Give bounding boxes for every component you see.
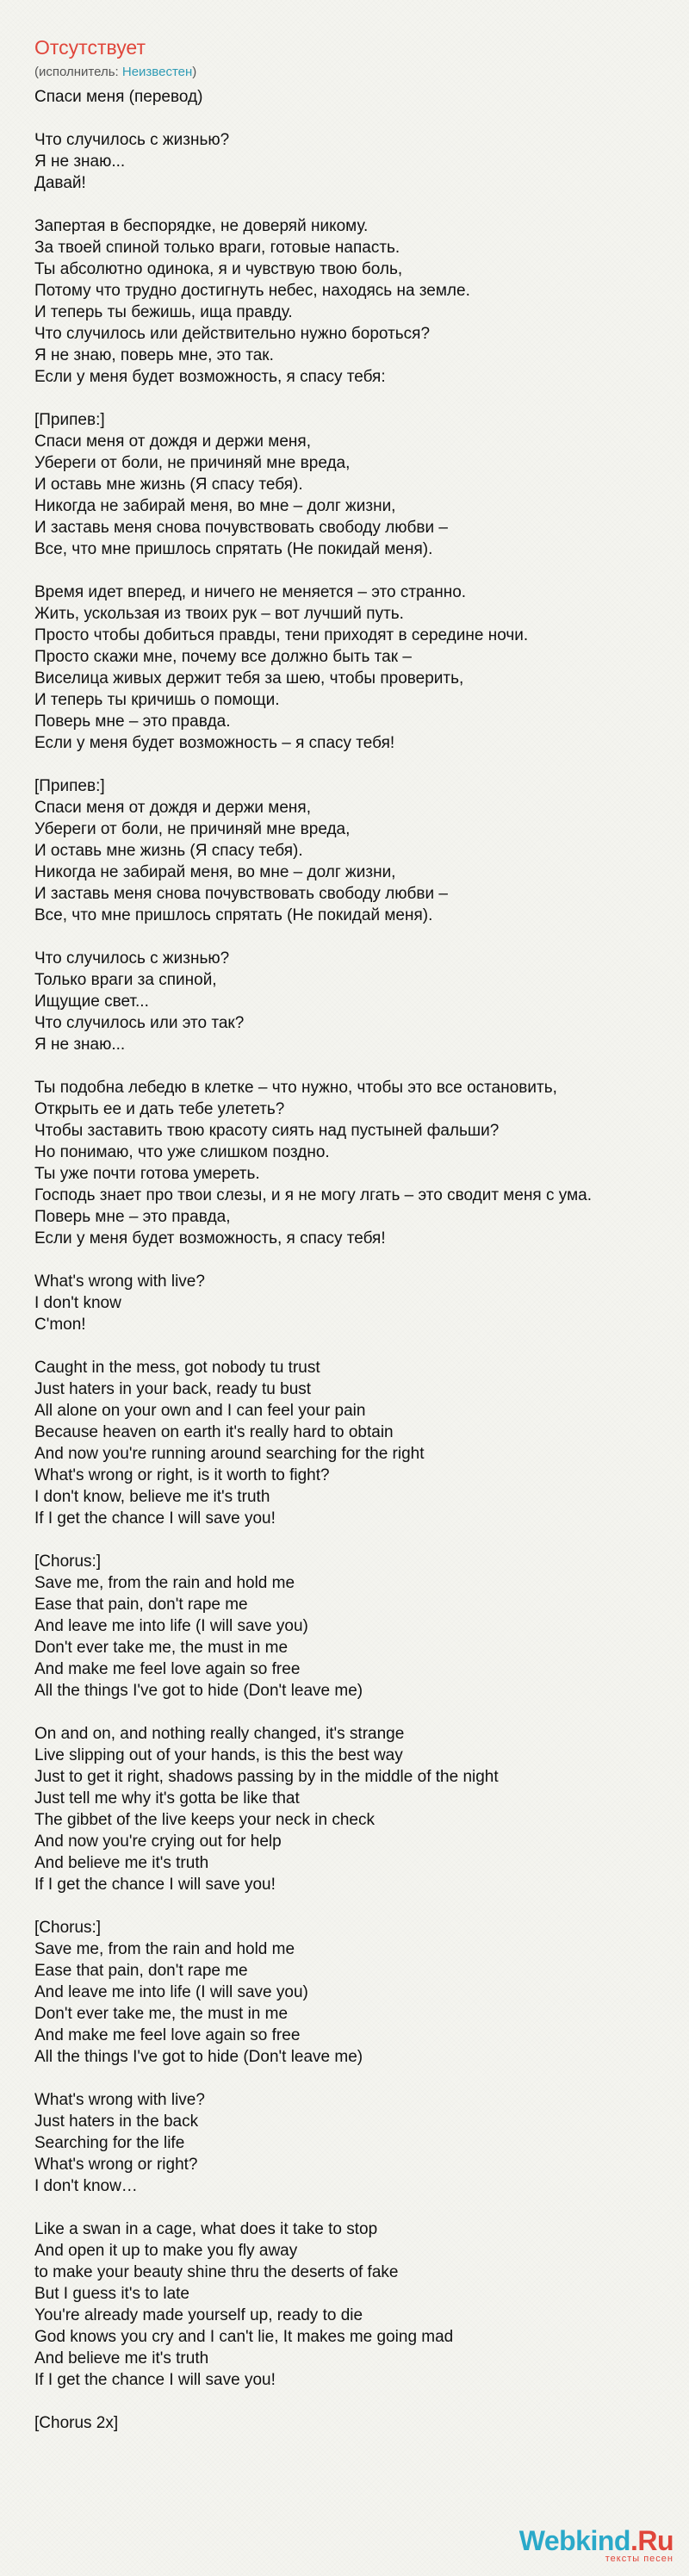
lyrics-line: I don't know, believe me it's truth [34, 1488, 270, 1506]
lyrics-line: Спаси меня от дождя и держи меня, [34, 799, 311, 817]
lyrics-stanza [34, 582, 672, 754]
song-title: Спаси меня (перевод) [34, 88, 203, 106]
lyrics-line: And make me feel love again so free [34, 2026, 301, 2044]
lyrics-line: Ты абсолютно одинока, я и чувствую твою боль, [34, 260, 403, 278]
lyrics-line: If I get the chance I will save you! [34, 1876, 276, 1894]
lyrics-line: Save me, from the rain and hold me [34, 1574, 295, 1592]
lyrics-stanza [34, 2218, 672, 2391]
lyrics-line: Убереги от боли, не причиняй мне вреда, [34, 454, 351, 472]
lyrics-line: Поверь мне – это правда, [34, 1208, 231, 1226]
lyrics-line: Just to get it right, shadows passing by in the middle of the night [34, 1768, 499, 1786]
song-title-block [34, 86, 672, 108]
lyrics-line: I don't know… [34, 2177, 138, 2195]
lyrics-line: Если у меня будет возможность, я спасу тебя! [34, 1229, 386, 1248]
lyrics-line: Just haters in the back [34, 2112, 199, 2131]
lyrics-line: Don't ever take me, the must in me [34, 1639, 289, 1657]
lyrics-line: The gibbet of the live keeps your neck in check [34, 1811, 376, 1829]
lyrics-line: But I guess it's to late [34, 2285, 189, 2303]
lyrics-line: All alone on your own and I can feel your pain [34, 1402, 366, 1420]
lyrics-line: Никогда не забирай меня, во мне – долг жизни, [34, 497, 396, 515]
lyrics-line: Поверь мне – это правда. [34, 712, 231, 731]
lyrics-line: Все, что мне пришлось спрятать (Не покидай меня). [34, 540, 433, 558]
lyrics-line: Что случилось или это так? [34, 1014, 245, 1032]
logo-tagline: тексты песен [605, 2554, 673, 2564]
lyrics-line: What's wrong or right, is it worth to fight? [34, 1466, 330, 1484]
lyrics-line: Just tell me why it's gotta be like that [34, 1789, 300, 1808]
artist-link[interactable]: Неизвестен [121, 65, 193, 79]
lyrics-stanza [34, 215, 672, 388]
logo-wordmark [519, 2526, 673, 2555]
lyrics-line: And believe me it's truth [34, 1854, 209, 1872]
lyrics-line: Чтобы заставить твою красоту сиять над пустыней фальши? [34, 1122, 500, 1140]
lyrics-line: Я не знаю... [34, 152, 126, 171]
lyrics-line: Что случилось с жизнью? [34, 949, 230, 968]
lyrics-stanza [34, 1271, 672, 1335]
lyrics-line: [Chorus 2x] [34, 2414, 119, 2432]
lyrics-line: Но понимаю, что уже слишком поздно. [34, 1143, 330, 1161]
logo-brand: Webkind [518, 2525, 630, 2556]
lyrics-stanza [34, 409, 672, 560]
lyrics-line: C'mon! [34, 1316, 86, 1334]
lyrics-stanza [34, 1917, 672, 2068]
lyrics-line: And leave me into life (I will save you) [34, 1983, 308, 2001]
lyrics-line: Ты подобна лебедю в клетке – что нужно, чтобы это все остановить, [34, 1079, 557, 1097]
lyrics-line: Searching for the life [34, 2134, 185, 2152]
lyrics-line: Ease that pain, don't rape me [34, 1962, 248, 1980]
lyrics-stanza [34, 1357, 672, 1529]
lyrics-line: Just haters in your back, ready tu bust [34, 1380, 312, 1398]
page-title: Отсутствует [34, 36, 146, 59]
lyrics-line: What's wrong or right? [34, 2156, 198, 2174]
lyrics-line: Господь знает про твои слезы, и я не могу лгать – это сводит меня с ума. [34, 1186, 592, 1204]
lyrics-stanza [34, 2412, 672, 2434]
lyrics-line: И заставь меня снова почувствовать свободу любви – [34, 519, 448, 537]
lyrics-line: И оставь мне жизнь (Я спасу тебя). [34, 842, 303, 860]
lyrics-line: If I get the chance I will save you! [34, 2371, 276, 2389]
lyrics-line: Like a swan in a cage, what does it take to stop [34, 2220, 378, 2238]
lyrics-line: And now you're crying out for help [34, 1832, 282, 1851]
site-logo[interactable] [519, 2526, 673, 2564]
lyrics-line: Только враги за спиной, [34, 971, 217, 989]
lyrics-line: [Припев:] [34, 777, 105, 795]
lyrics-line: to make your beauty shine thru the deserts of fake [34, 2263, 399, 2281]
lyrics-line: I don't know [34, 1294, 121, 1312]
lyrics-line: За твоей спиной только враги, готовые напасть. [34, 239, 400, 257]
lyrics-line: Если у меня будет возможность, я спасу тебя: [34, 368, 386, 386]
lyrics-stanza [34, 948, 672, 1055]
lyrics-line: Caught in the mess, got nobody tu trust [34, 1359, 320, 1377]
lyrics-stanza [34, 129, 672, 194]
lyrics-line: All the things I've got to hide (Don't leave me) [34, 2048, 363, 2066]
lyrics-line: Ты уже почти готова умереть. [34, 1165, 260, 1183]
lyrics-line: Live slipping out of your hands, is this the best way [34, 1746, 403, 1764]
lyrics-line: Because heaven on earth it's really hard to obtain [34, 1423, 394, 1441]
lyrics-stanza [34, 2089, 672, 2197]
lyrics-line: Я не знаю, поверь мне, это так. [34, 346, 274, 364]
lyrics-line: И теперь ты бежишь, ища правду. [34, 303, 293, 321]
lyrics-line: Запертая в беспорядке, не доверяй никому. [34, 217, 369, 235]
lyrics-line: Убереги от боли, не причиняй мне вреда, [34, 820, 351, 838]
lyrics-line: Что случилось или действительно нужно бороться? [34, 325, 431, 343]
lyrics-line: You're already made yourself up, ready to die [34, 2306, 363, 2324]
lyrics-line: И оставь мне жизнь (Я спасу тебя). [34, 476, 303, 494]
lyrics-line: Потому что трудно достигнуть небес, находясь на земле. [34, 282, 470, 300]
lyrics-line: [Припев:] [34, 411, 105, 429]
lyrics-line: If I get the chance I will save you! [34, 1509, 276, 1528]
lyrics-line: And open it up to make you fly away [34, 2242, 298, 2260]
artist-suffix: ) [192, 65, 197, 79]
lyrics-line: All the things I've got to hide (Don't leave me) [34, 1682, 363, 1700]
lyrics-line: What's wrong with live? [34, 2091, 205, 2109]
lyrics-line: And leave me into life (I will save you) [34, 1617, 308, 1635]
logo-tld: .Ru [630, 2525, 673, 2556]
lyrics-line: Все, что мне пришлось спрятать (Не покидай меня). [34, 906, 433, 924]
lyrics-line: And make me feel love again so free [34, 1660, 301, 1678]
lyrics-line: On and on, and nothing really changed, it's strange [34, 1725, 405, 1743]
lyrics-line: И теперь ты кричишь о помощи. [34, 691, 280, 709]
lyrics-line: Жить, ускользая из твоих рук – вот лучший путь. [34, 605, 404, 623]
lyrics-line: Я не знаю... [34, 1036, 126, 1054]
lyrics-line: And believe me it's truth [34, 2349, 209, 2368]
lyrics-line: Don't ever take me, the must in me [34, 2005, 289, 2023]
lyrics-line: [Chorus:] [34, 1552, 102, 1571]
lyrics-line: Save me, from the rain and hold me [34, 1940, 295, 1958]
lyrics-line: Открыть ее и дать тебе улететь? [34, 1100, 285, 1118]
lyrics-line: Если у меня будет возможность – я спасу тебя! [34, 734, 395, 752]
lyrics-line: God knows you cry and I can't lie, It makes me going mad [34, 2328, 454, 2346]
lyrics-line: Просто скажи мне, почему все должно быть так – [34, 648, 412, 666]
lyrics-line: [Chorus:] [34, 1919, 102, 1937]
lyrics-line: И заставь меня снова почувствовать свободу любви – [34, 885, 448, 903]
artist-line [34, 64, 196, 81]
lyrics-stanza [34, 1077, 672, 1249]
lyrics-line: Ищущие свет... [34, 992, 149, 1011]
page-header [34, 34, 196, 81]
lyrics-line: And now you're running around searching for the right [34, 1445, 425, 1463]
lyrics-stanza [34, 775, 672, 926]
lyrics-stanza [34, 1723, 672, 1895]
lyrics-line: Спаси меня от дождя и держи меня, [34, 432, 311, 451]
lyrics-line: Давай! [34, 174, 86, 192]
artist-prefix: (исполнитель: [34, 65, 122, 79]
lyrics-line: Время идет вперед, и ничего не меняется – это странно. [34, 583, 467, 601]
lyrics-line: Просто чтобы добиться правды, тени приходят в середине ночи. [34, 626, 529, 644]
lyrics-stanza [34, 1551, 672, 1702]
lyrics-line: What's wrong with live? [34, 1272, 205, 1291]
lyrics-line: Никогда не забирай меня, во мне – долг жизни, [34, 863, 396, 881]
lyrics-line: Что случилось с жизнью? [34, 131, 230, 149]
lyrics-line: Ease that pain, don't rape me [34, 1596, 248, 1614]
lyrics-body [34, 86, 672, 2455]
lyrics-line: Виселица живых держит тебя за шею, чтобы проверить, [34, 669, 464, 688]
